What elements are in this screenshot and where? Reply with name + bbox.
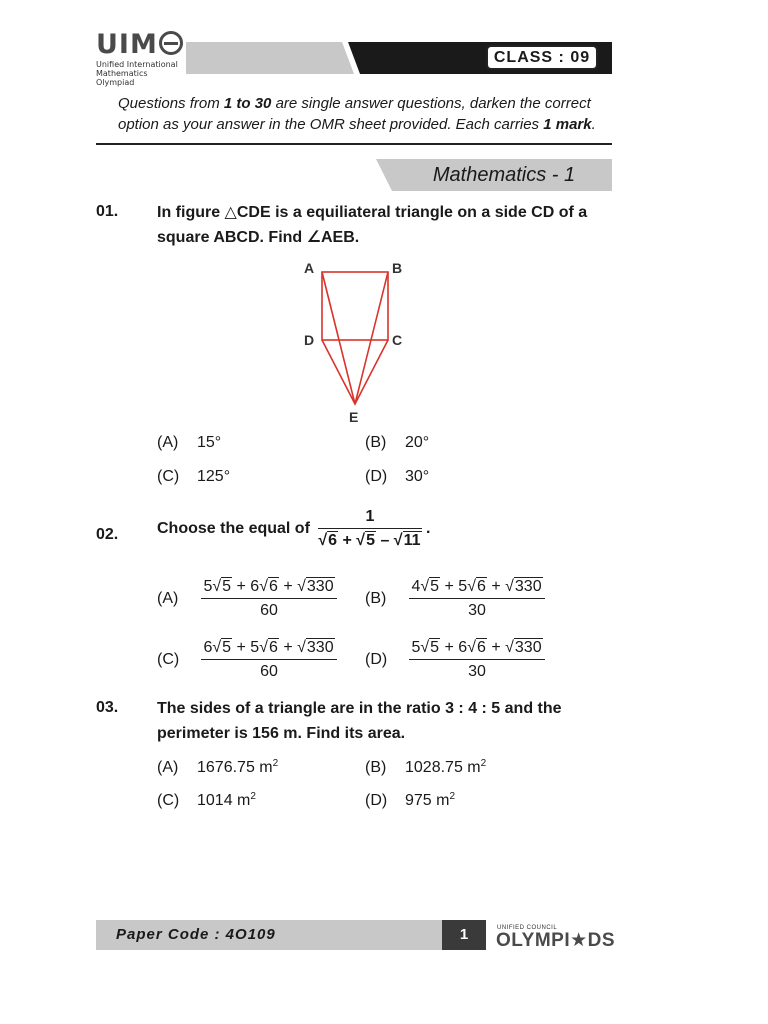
vertex-label-c: C: [392, 332, 403, 348]
question-number: 01.: [96, 203, 119, 220]
class-label: CLASS : 09: [486, 45, 598, 70]
question-number: 02.: [96, 526, 119, 543]
logo-subtitle-1: Unified International: [96, 60, 178, 69]
vertex-label-a: A: [304, 260, 315, 276]
option-a[interactable]: (A) $\frac{5√5 + 6√6 + √330}{60}$: [157, 578, 337, 620]
logo-subtitle-2: Mathematics Olympiad: [96, 69, 148, 87]
globe-icon: [159, 31, 183, 55]
question-text: Choose the equal of $\frac{1}{√6 + √5 - √11}$ .: [157, 508, 431, 549]
triangle-square-figure: [290, 256, 420, 431]
option-a[interactable]: (A) 15°: [157, 434, 222, 451]
option-a[interactable]: (A) 1676.75 $m^2$: [157, 758, 279, 776]
vertex-label-d: D: [304, 332, 315, 348]
option-d[interactable]: (D) $\frac{5√5 + 6√6 + √330}{30}$: [365, 639, 545, 681]
question-text: The sides of a triangle are in the ratio 3 : 4 : 5 and the perimeter is 156 m. Find its area.: [157, 700, 562, 742]
vertex-label-e: E: [349, 409, 359, 425]
instructions: Questions from 1 to 30 are single answer questions, darken the correct option as your answer in the OMR sheet provided. Each carries 1 mark.: [118, 95, 596, 133]
option-b[interactable]: (B) 1028.75 $m^2$: [365, 758, 487, 776]
option-c[interactable]: (C) 1014 $m^2$: [157, 791, 256, 809]
option-b[interactable]: (B) $\frac{4√5 + 5√6 + √330}{30}$: [365, 578, 545, 620]
option-b[interactable]: (B) 20°: [365, 434, 430, 451]
page-number: 1: [442, 920, 486, 950]
uimo-logo: UIM Unified International Mathematics Olympiad: [96, 30, 186, 87]
option-d[interactable]: (D) 975 $m^2$: [365, 791, 456, 809]
vertex-label-b: B: [392, 260, 403, 276]
paper-code: Paper Code : 4O109: [116, 926, 276, 943]
option-d[interactable]: (D) 30°: [365, 468, 430, 485]
brand-caption: UNIFIED COUNCIL: [497, 925, 558, 931]
option-c[interactable]: (C) $\frac{6√5 + 5√6 + √330}{60}$: [157, 639, 337, 681]
subject-title: Mathematics - 1: [432, 164, 576, 186]
olympiads-logo: OLYMPI★DS: [496, 930, 616, 951]
expression-fraction: $\frac{1}{√6 + √5 - √11}$: [318, 508, 421, 549]
divider: [96, 143, 612, 145]
option-c[interactable]: (C) 125°: [157, 468, 231, 485]
question-number: 03.: [96, 699, 119, 716]
question-text: In figure △CDE is a equiliateral triangle on a side CD of a square ABCD. Find ∠AEB.: [157, 204, 588, 246]
